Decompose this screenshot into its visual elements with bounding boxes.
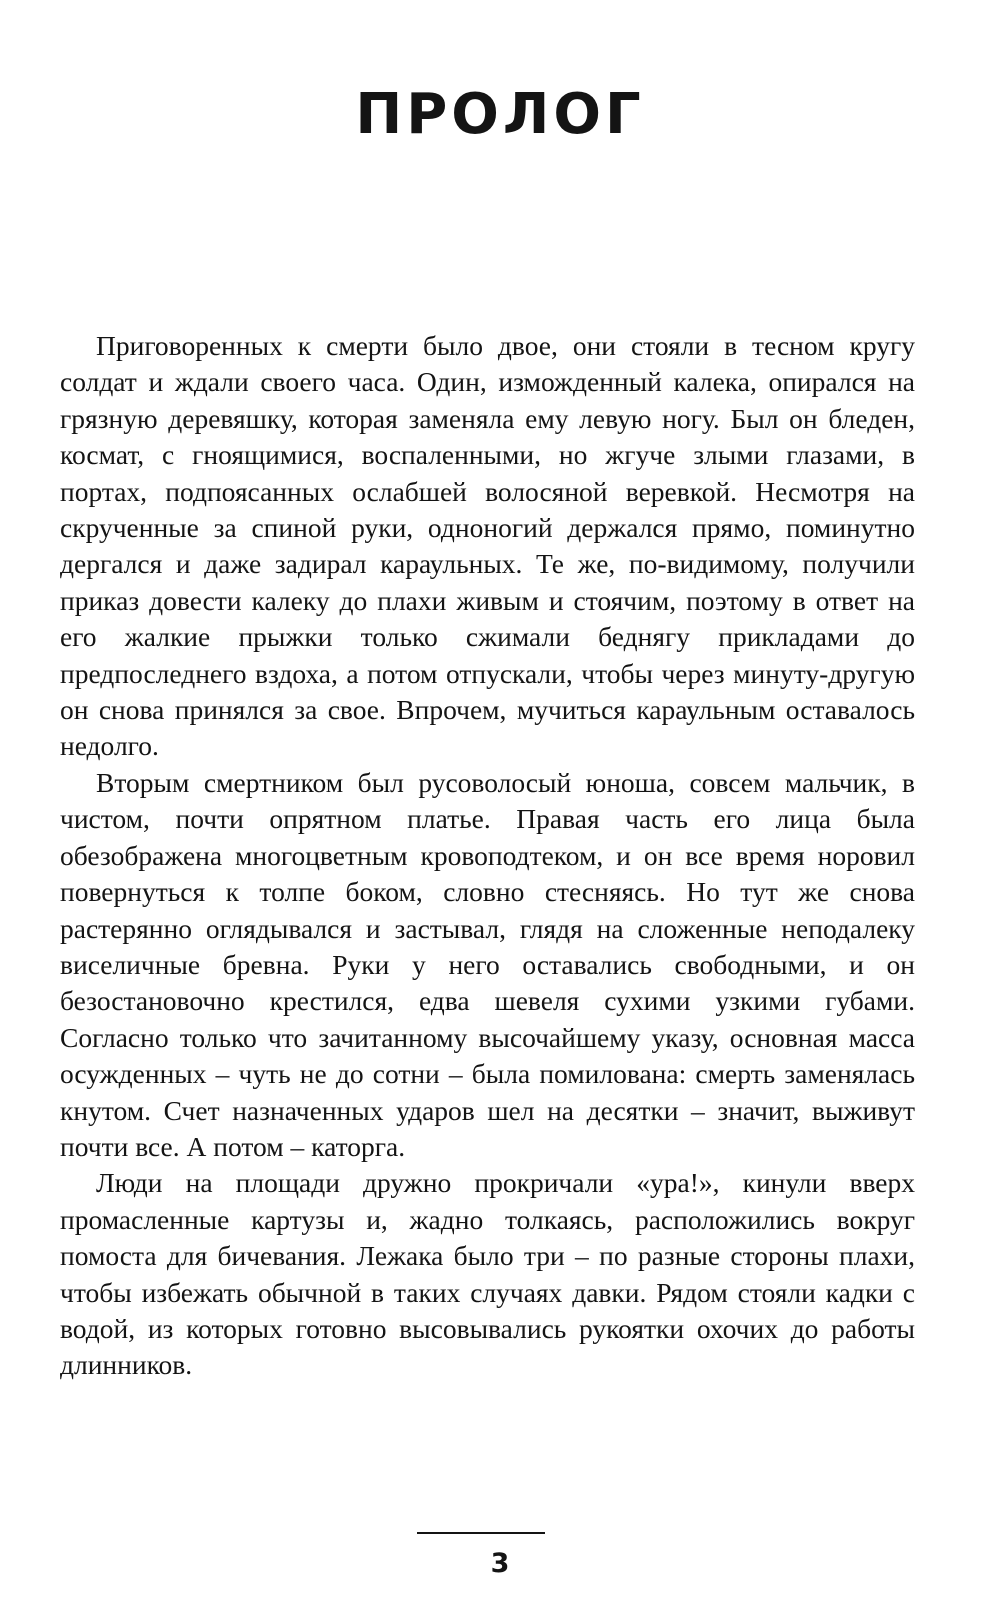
chapter-title: ПРОЛОГ <box>355 82 645 147</box>
footer-divider <box>417 1532 545 1534</box>
page-number: 3 <box>490 1548 510 1579</box>
paragraph: Приговоренных к смерти было двое, они стояли в тесном кругу солдат и ждали своего часа. Один, изможденный калека, опирался на грязную деревяшку, которая заменяла ему левую ногу. Был он бледен, космат, с гноящимися, воспаленными, но жгуче злыми глазами, в портах, подпоясанных ослабшей волосяной веревкой. Несмотря на скрученные за спиной руки, одноногий держался прямо, поминутно дергался и даже задирал караульных. Те же, по-видимому, получили приказ довести калеку до плахи живым и стоячим, поэтому в ответ на его жалкие прыжки только сжимали беднягу прикладами до предпоследнего вздоха, а потом отпускали, чтобы через минуту-другую он снова принялся за свое. Впрочем, мучиться караульным оставалось недолго. <box>60 330 915 762</box>
body-text <box>60 328 915 1384</box>
paragraph: Люди на площади дружно прокричали «ура!», кинули вверх промасленные картузы и, жадно толкаясь, расположились вокруг помоста для бичевания. Лежака было три – по разные стороны плахи, чтобы избежать обычной в таких случаях давки. Рядом стояли кадки с водой, из которых готовно высовывались рукоятки охочих до работы длинников. <box>60 1167 915 1381</box>
paragraph: Вторым смертником был русоволосый юноша, совсем мальчик, в чистом, почти опрятном платье. Правая часть его лица была обезображена многоцветным кровоподтеком, и он все время норовил повернуться к толпе боком, словно стесняясь. Но тут же снова растерянно оглядывался и застывал, глядя на сложенные неподалеку виселичные бревна. Руки у него оставались свободными, и он безостановочно крестился, едва шевеля сухими узкими губами. Согласно только что зачитанному высочайшему указу, основная масса осужденных – чуть не до сотни – была помилована: смерть заменялась кнутом. Счет назначенных ударов шел на десятки – значит, выживут почти все. А потом – каторга. <box>60 766 915 1162</box>
